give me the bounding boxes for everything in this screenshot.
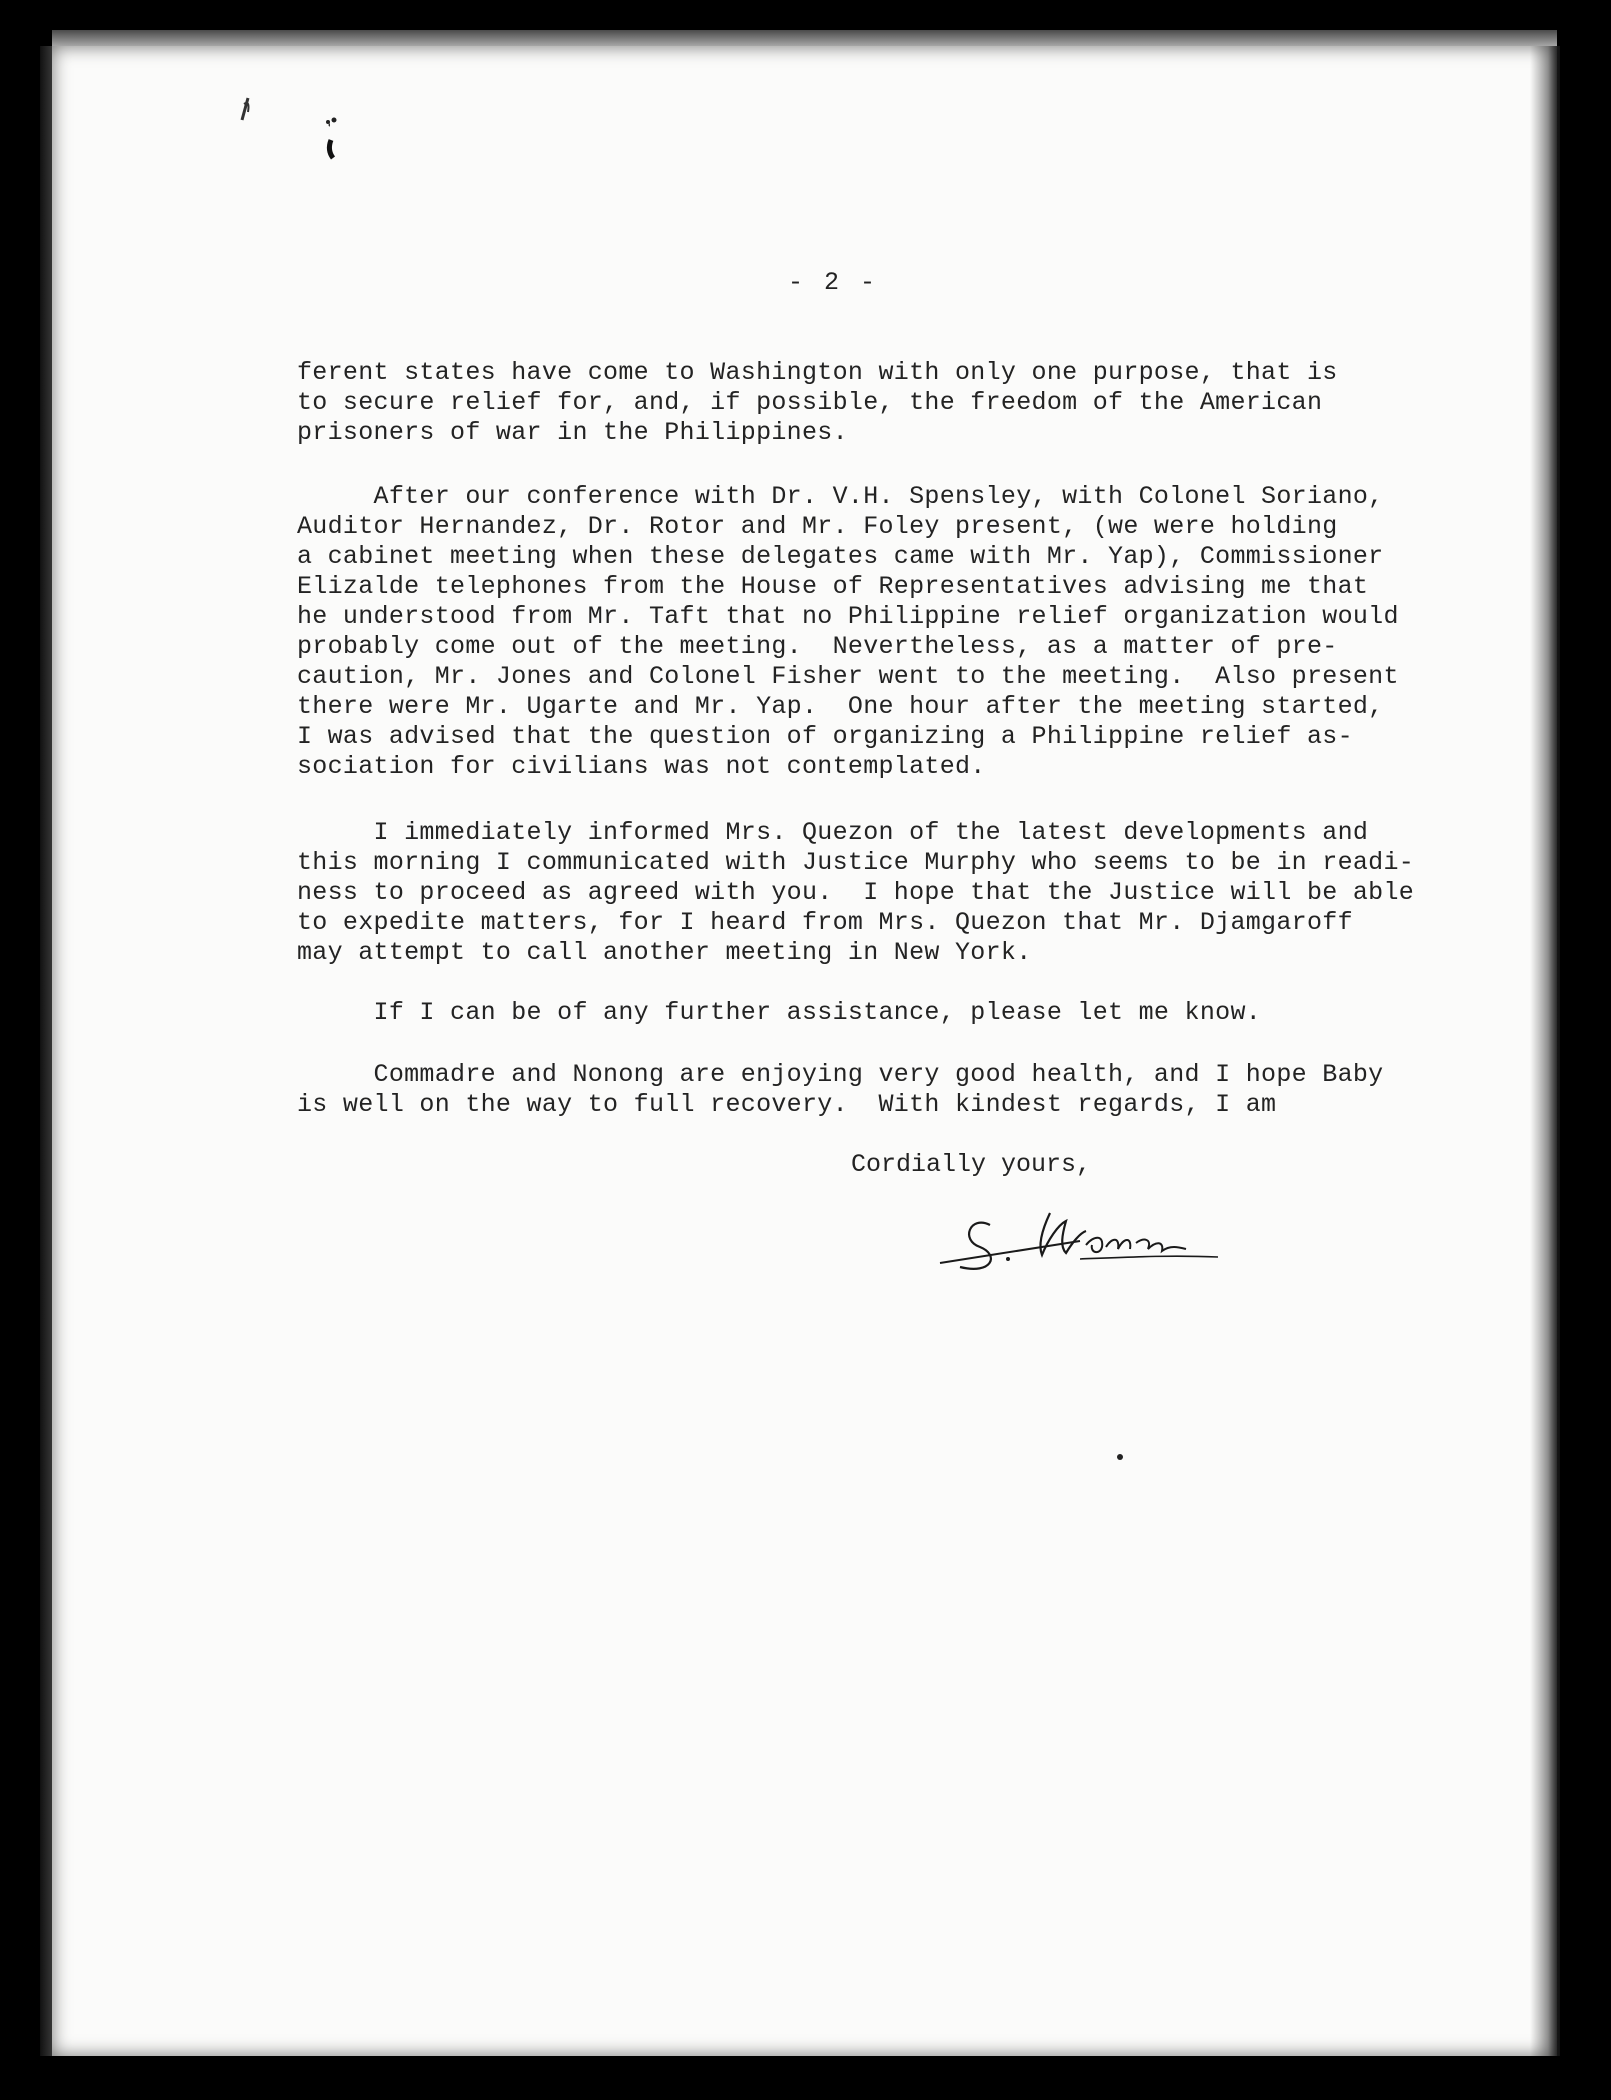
text-line: ferent states have come to Washington with only one purpose, that is — [297, 358, 1338, 387]
page-right-edge — [1530, 46, 1560, 2056]
paragraph-2 — [297, 482, 1437, 782]
text-line: I immediately informed Mrs. Quezon of the latest developments and — [297, 818, 1369, 847]
text-line: may attempt to call another meeting in New York. — [297, 938, 1032, 967]
text-line: prisoners of war in the Philippines. — [297, 418, 848, 447]
text-line: Auditor Hernandez, Dr. Rotor and Mr. Foley present, (we were holding — [297, 512, 1338, 541]
pencil-mark — [230, 60, 330, 190]
text-line: a cabinet meeting when these delegates came with Mr. Yap), Commissioner — [297, 542, 1384, 571]
page-number: - 2 - — [788, 268, 879, 297]
text-line: this morning I communicated with Justice Murphy who seems to be in readi- — [297, 848, 1415, 877]
text-line: probably come out of the meeting. Nevertheless, as a matter of pre- — [297, 632, 1338, 661]
text-line: to secure relief for, and, if possible, the freedom of the American — [297, 388, 1323, 417]
ink-mark — [320, 110, 350, 180]
text-line: sociation for civilians was not contemplated. — [297, 752, 986, 781]
text-line: to expedite matters, for I heard from Mrs. Quezon that Mr. Djamgaroff — [297, 908, 1353, 937]
paragraph-4 — [297, 998, 1437, 1028]
stray-dot — [1115, 1452, 1125, 1462]
text-line: If I can be of any further assistance, please let me know. — [297, 998, 1262, 1027]
handwritten-signature — [930, 1185, 1230, 1285]
paragraph-1 — [297, 358, 1437, 448]
text-line: ness to proceed as agreed with you. I hope that the Justice will be able — [297, 878, 1415, 907]
text-line: caution, Mr. Jones and Colonel Fisher went to the meeting. Also present — [297, 662, 1399, 691]
paragraph-5 — [297, 1060, 1437, 1120]
text-line: I was advised that the question of organizing a Philippine relief as- — [297, 722, 1353, 751]
paragraph-3 — [297, 818, 1437, 968]
text-line: there were Mr. Ugarte and Mr. Yap. One hour after the meeting started, — [297, 692, 1384, 721]
text-line: Commadre and Nonong are enjoying very good health, and I hope Baby — [297, 1060, 1384, 1089]
closing-salutation: Cordially yours, — [851, 1150, 1092, 1179]
letter-page — [52, 46, 1557, 2056]
text-line: Elizalde telephones from the House of Representatives advising me that — [297, 572, 1369, 601]
text-line: he understood from Mr. Taft that no Philippine relief organization would — [297, 602, 1399, 631]
text-line: After our conference with Dr. V.H. Spensley, with Colonel Soriano, — [297, 482, 1384, 511]
text-line: is well on the way to full recovery. With kindest regards, I am — [297, 1090, 1277, 1119]
